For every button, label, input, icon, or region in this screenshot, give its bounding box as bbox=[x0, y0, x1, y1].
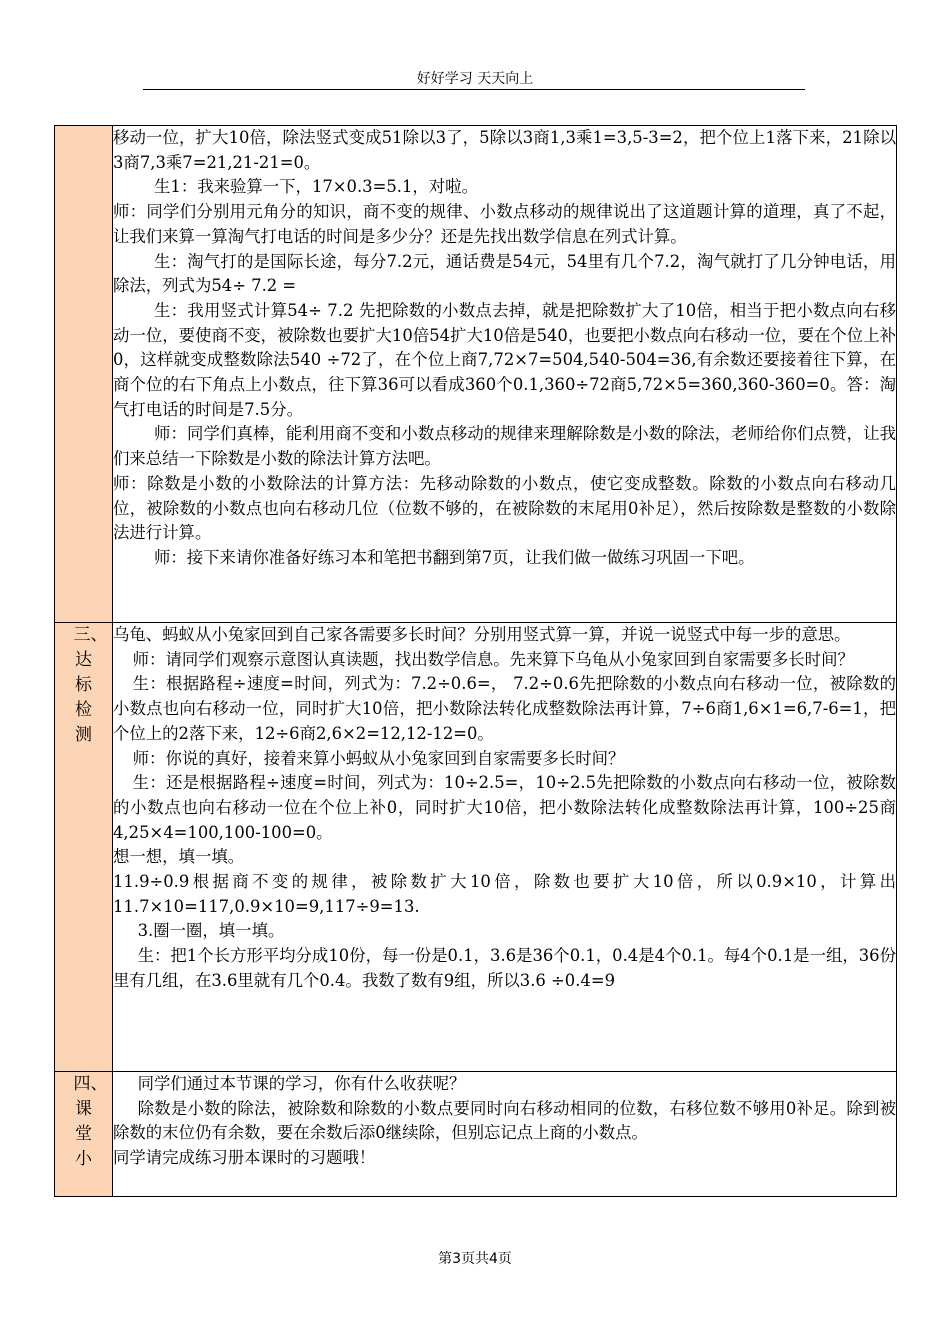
section-label-cell bbox=[55, 1072, 113, 1197]
paragraph: 师：请同学们观察示意图认真读题，找出数学信息。先来算下乌龟从小兔家回到自家需要多长时间？ bbox=[132, 649, 854, 669]
paragraph: 师：同学们分别用元角分的知识，商不变的规律、小数点移动的规律说出了这道题计算的道理，真了不起，让我们来算一算淘气打电话的时间是多少分？还是先找出数学信息在列式计算。 bbox=[113, 202, 896, 246]
paragraph: 想一想，填一填。 bbox=[113, 847, 245, 867]
section-label-cell bbox=[55, 623, 113, 1072]
paragraph: 师：你说的真好，接着来算小蚂蚁从小兔家回到自家需要多长时间？ bbox=[132, 748, 625, 768]
page-footer: 第3页共4页 bbox=[438, 1251, 512, 1267]
table-row bbox=[55, 1072, 897, 1197]
header-rule bbox=[143, 89, 805, 90]
paragraph: 同学们通过本节课的学习，你有什么收获呢？ bbox=[137, 1074, 466, 1093]
paragraph: 移动一位，扩大10倍，除法竖式变成51除以3了，5除以3商1,3乘1=3,5-3=2，把个位上1落下来，21除以3商7,3乘7=21,21-21=0。 bbox=[113, 128, 896, 172]
section-label-cell bbox=[55, 126, 113, 623]
paragraph: 生：把1个长方形平均分成10份，每一份是0.1，3.6是36个0.1，0.4是4个0.1。每4个0.1是一组，36份里有几组，在3.6里就有几个0.4。我数了数有9组，所以3.6 ÷0.4=9 bbox=[113, 946, 896, 990]
section-content bbox=[113, 1072, 897, 1197]
paragraph: 生：还是根据路程÷速度=时间，列式为：10÷2.5=，10÷2.5先把除数的小数点向右移动一位，被除数的小数点也向右移动一位在个位上补0，同时扩大10倍，把小数除法转化成整数除法再计算，100÷25商4,25×4=100,100-100=0。 bbox=[113, 773, 896, 842]
section-label: 四、课堂小 bbox=[73, 1074, 108, 1169]
paragraph: 生：淘气打的是国际长途，每分7.2元，通话费是54元，54里有几个7.2，淘气就打了几分钟电话，用除法，列式为54÷ 7.2 = bbox=[113, 251, 896, 296]
paragraph: 除数是小数的除法，被除数和除数的小数点要同时向右移动相同的位数，右移位数不够用0补足。除到被除数的末位仍有余数，要在余数后添0继续除，但别忘记点上商的小数点。 bbox=[113, 1098, 896, 1143]
paragraph: 3.圈一圈，填一填。 bbox=[137, 921, 285, 941]
section-content bbox=[113, 623, 897, 1072]
paragraph: 生：根据路程÷速度=时间，列式为：7.2÷0.6=， 7.2÷0.6先把除数的小数点向右移动一位，被除数的小数点也向右移动一位，同时扩大10倍，把小数除法转化成整数除法再计算，7÷6商1,6×1=6,7-6=1，把个位上的2落下来，12÷6商2,6×2=12,12-12=0。 bbox=[113, 674, 896, 743]
paragraph: 师：同学们真棒，能利用商不变和小数点移动的规律来理解除数是小数的除法，老师给你们点赞，让我们来总结一下除数是小数的除法计算方法吧。 bbox=[113, 424, 896, 469]
paragraph: 师：接下来请你准备好练习本和笔把书翻到第7页，让我们做一做练习巩固一下吧。 bbox=[154, 547, 755, 567]
paragraph: 师：除数是小数的小数除法的计算方法：先移动除数的小数点，使它变成整数。除数的小数点向右移动几位，被除数的小数点也向右移动几位（位数不够的，在被除数的末尾用0补足），然后按除数是整数的小数除法进行计算。 bbox=[113, 473, 896, 543]
paragraph: 乌龟、蚂蚁从小兔家回到自己家各需要多长时间？分别用竖式算一算，并说一说竖式中每一步的意思。 bbox=[113, 625, 851, 644]
table-row bbox=[55, 623, 897, 1072]
page-header: 好好学习 天天向上 bbox=[416, 71, 534, 87]
paragraph: 同学请完成练习册本课时的习题哦！ bbox=[113, 1148, 376, 1168]
section-content bbox=[113, 126, 897, 623]
paragraph: 生1：我来验算一下，17×0.3=5.1，对啦。 bbox=[154, 177, 478, 197]
section-label: 三、达标检测 bbox=[73, 625, 108, 745]
paragraph: 生：我用竖式计算54÷ 7.2 先把除数的小数点去掉，就是把除数扩大了10倍，相当于把小数点向右移动一位，要使商不变，被除数也要扩大10倍54扩大10倍是540，也要把小数点向右移动一位，要在个位上补0，这样就变成整数除法540 ÷72了，在个位上商7,72×7=504,540-504=36,有余数还要接着往下算，在商个位的右下角点上小数点，往下算36可以看成360个0.1,360÷72商5,72×5=360,360-360=0。答：淘气打电话的时间是7.5分。 bbox=[113, 300, 896, 419]
lesson-table bbox=[54, 125, 897, 1197]
table-row bbox=[55, 126, 897, 623]
paragraph: 11.9÷0.9根据商不变的规律，被除数扩大10倍，除数也要扩大10倍，所以0.9×10，计算出11.7×10=117,0.9×10=9,117÷9=13. bbox=[113, 872, 896, 916]
